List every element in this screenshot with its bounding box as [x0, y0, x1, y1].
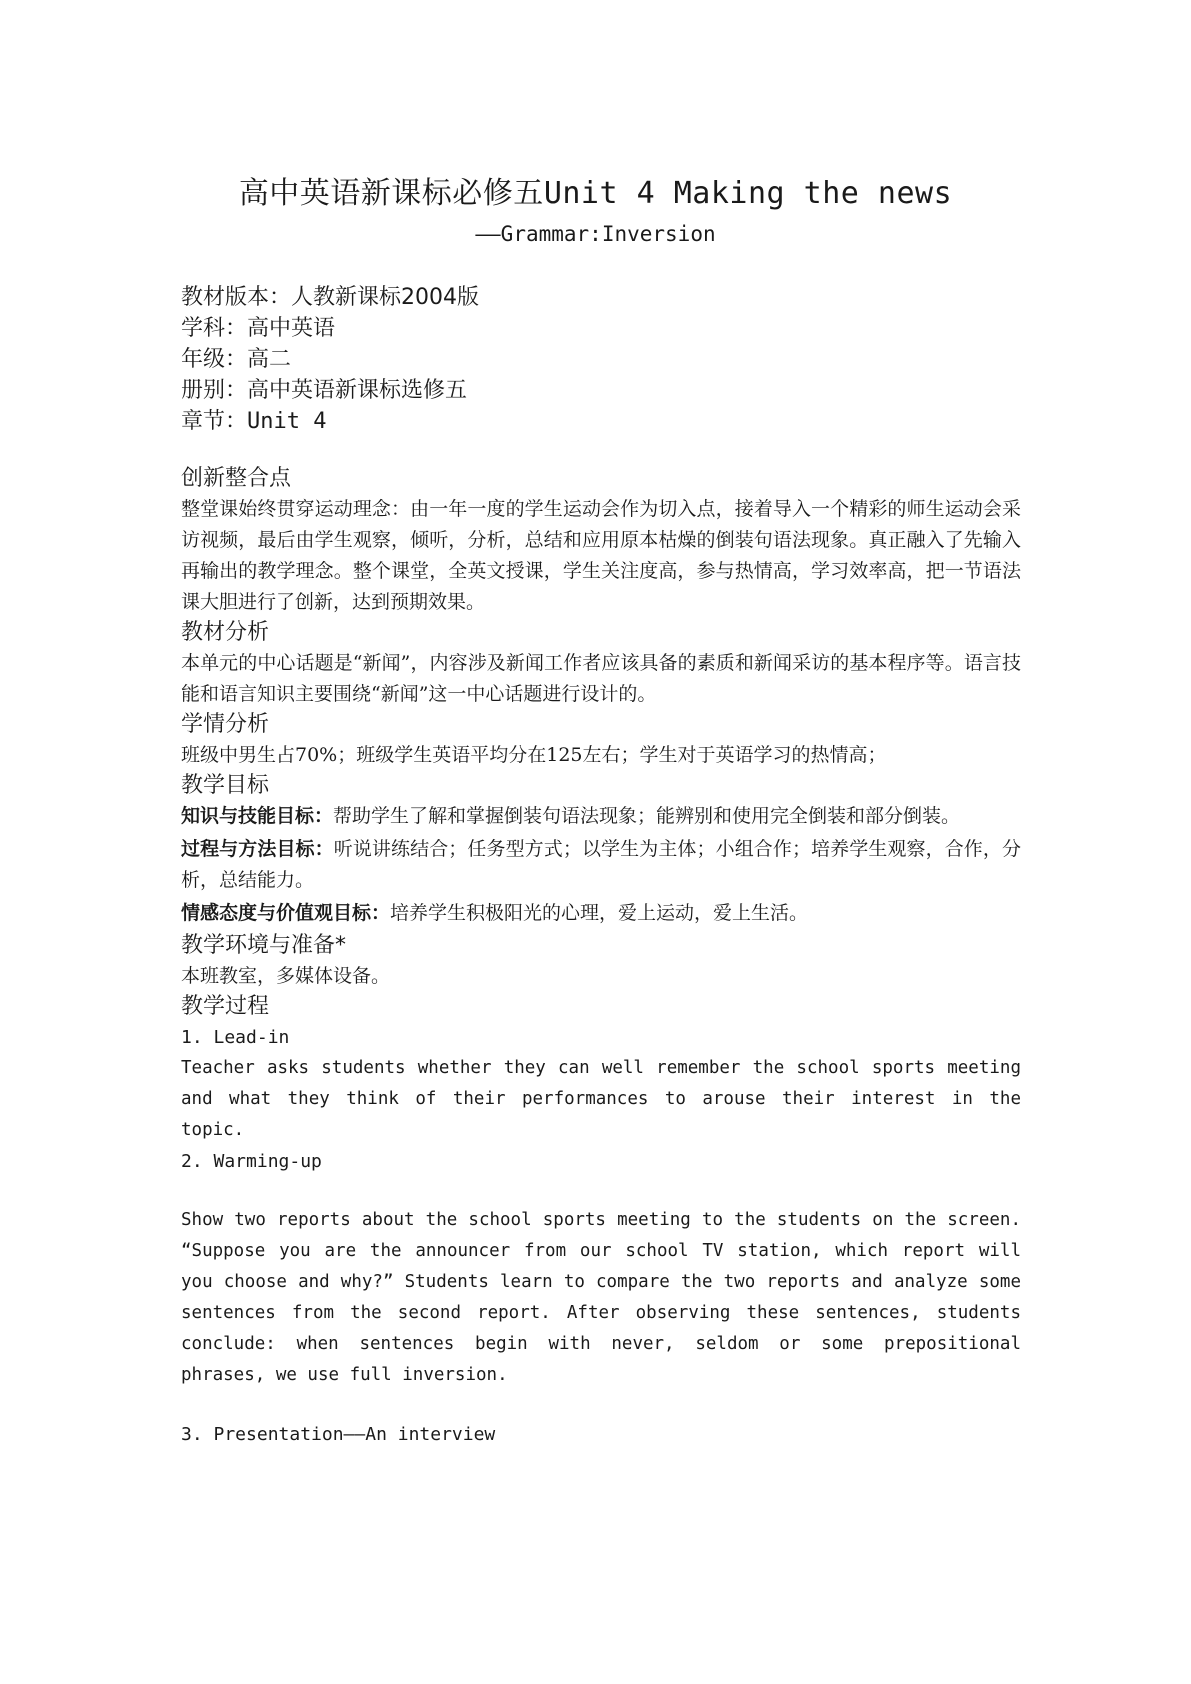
- spacer: [181, 1177, 1021, 1205]
- meta-chapter-label: 章节：: [181, 409, 248, 434]
- step-3-title: 3. Presentation——An interview: [181, 1424, 496, 1445]
- objective-knowledge-text: 帮助学生了解和掌握倒装句语法现象；能辨别和使用完全倒装和部分倒装。: [333, 805, 961, 827]
- objective-emotion-text: 培养学生积极阳光的心理，爱上运动，爱上生活。: [390, 902, 809, 924]
- step-1-text: Teacher asks students whether they can well remember the school sports meeting and what they think of their performances to arouse their interest in the topic.: [181, 1058, 1021, 1140]
- section-heading-process: 教学过程: [181, 994, 270, 1019]
- objective-process: [181, 834, 1021, 896]
- environment-text: 本班教室，多媒体设备。: [181, 965, 391, 987]
- material-text: 本单元的中心话题是“新闻”，内容涉及新闻工作者应该具备的素质和新闻采访的基本程序等。语言技能和语言知识主要围绕“新闻”这一中心话题进行设计的。: [181, 652, 1021, 705]
- section-heading-environment: 教学环境与准备*: [181, 933, 347, 958]
- title-chinese: 高中英语新课标必修五: [238, 176, 544, 211]
- spacer: [181, 437, 1021, 464]
- meta-grade: [181, 344, 1021, 375]
- meta-chapter-value: Unit 4: [247, 409, 327, 434]
- meta-volume-label: 册别：: [181, 378, 248, 403]
- innovation-text: 整堂课始终贯穿运动理念：由一年一度的学生运动会作为切入点，接着导入一个精彩的师生运动会采访视频，最后由学生观察，倾听，分析，总结和应用原本枯燥的倒装句语法现象。真正融入了先输入再输出的教学理念。整个课堂，全英文授课，学生关注度高，参与热情高，学习效率高，把一节语法课大胆进行了创新，达到预期效果。: [181, 498, 1021, 613]
- section-heading-objectives: 教学目标: [181, 773, 270, 798]
- title-english: Unit 4 Making the news: [543, 176, 953, 211]
- meta-grade-value: 高二: [247, 347, 292, 372]
- spacer: [181, 1391, 1021, 1419]
- meta-block: [181, 282, 1021, 437]
- meta-subject: [181, 313, 1021, 344]
- objective-emotion-label: 情感态度与价值观目标：: [181, 902, 391, 924]
- meta-grade-label: 年级：: [181, 347, 248, 372]
- meta-edition: [181, 282, 1021, 313]
- meta-volume-value: 高中英语新课标选修五: [247, 378, 468, 403]
- document-subtitle: ——Grammar:Inversion: [475, 222, 716, 246]
- step-2-text: Show two reports about the school sports meeting to the students on the screen. “Suppose you are the announcer from our school TV station, which report will you choose and why?” Students learn to compare the two reports and analyze some sentences from the second report. After observing these sentences, students conclude: when sentences begin with never, seldom or some prepositional phrases, we use full inversion.: [181, 1210, 1021, 1385]
- meta-edition-label: 教材版本：: [181, 285, 292, 310]
- objective-process-text: 听说讲练结合；任务型方式；以学生为主体；小组合作；培养学生观察，合作，分析，总结能力。: [181, 838, 1021, 891]
- objective-knowledge-label: 知识与技能目标：: [181, 805, 334, 827]
- meta-chapter: [181, 406, 1021, 437]
- meta-subject-label: 学科：: [181, 316, 248, 341]
- objective-emotion: [181, 898, 1021, 929]
- meta-edition-value: 人教新课标2004版: [291, 285, 480, 310]
- step-1-title: 1. Lead-in: [181, 1027, 290, 1048]
- step-2-title: 2. Warming-up: [181, 1151, 322, 1172]
- objective-knowledge: [181, 801, 1021, 832]
- section-heading-material: 教材分析: [181, 620, 270, 645]
- document-body: [181, 282, 1021, 1450]
- meta-volume: [181, 375, 1021, 406]
- section-heading-innovation: 创新整合点: [181, 466, 292, 491]
- document-title: [0, 168, 1191, 212]
- students-text: 班级中男生占70%；班级学生英语平均分在125左右；学生对于英语学习的热情高；: [181, 744, 887, 766]
- objective-process-label: 过程与方法目标：: [181, 838, 334, 860]
- meta-subject-value: 高中英语: [247, 316, 336, 341]
- section-heading-students: 学情分析: [181, 712, 270, 737]
